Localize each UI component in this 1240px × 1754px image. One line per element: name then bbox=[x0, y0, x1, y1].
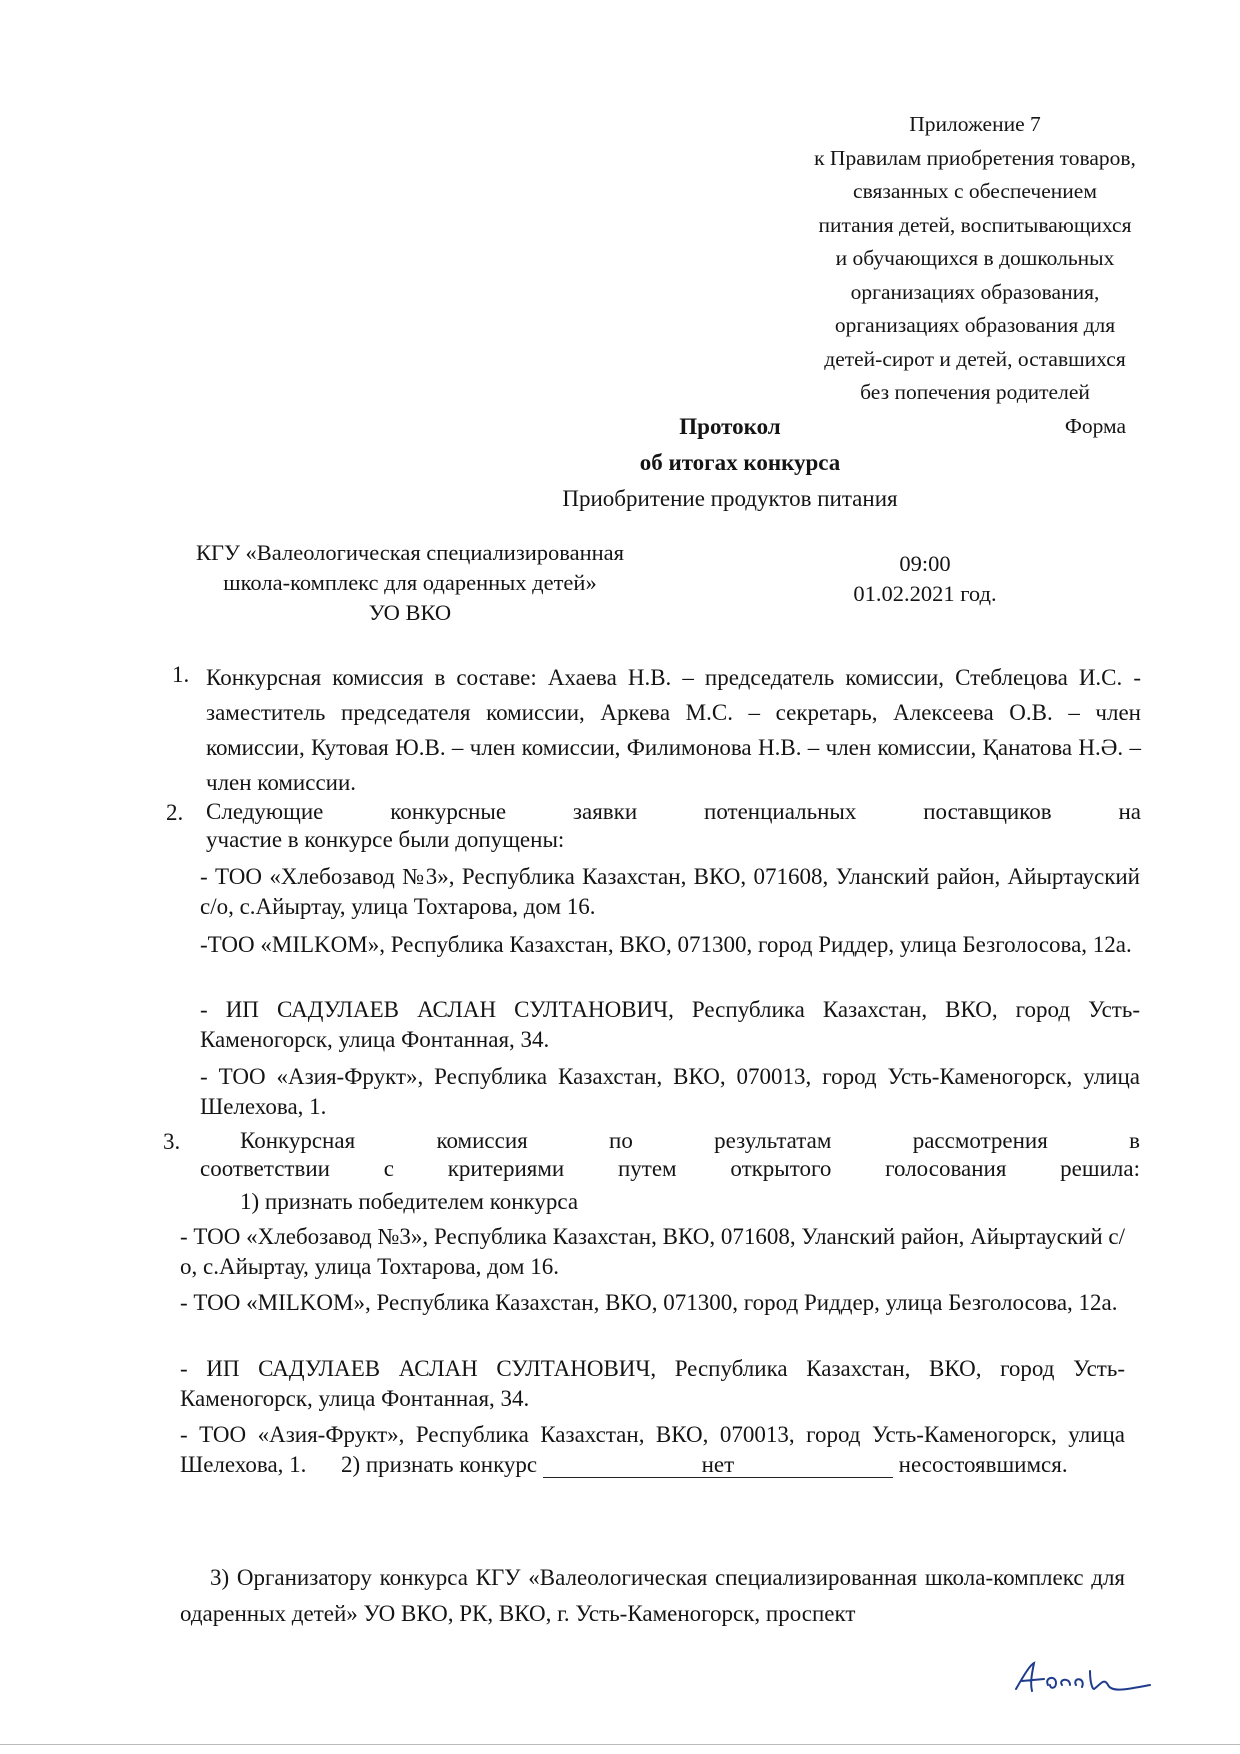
annex-line: и обучающихся в дошкольных bbox=[835, 246, 1115, 270]
annex-line: детей-сирот и детей, оставшихся bbox=[824, 346, 1126, 371]
protocol-time: 09:00 bbox=[899, 551, 951, 576]
signature bbox=[1010, 1655, 1160, 1700]
annex-header bbox=[790, 108, 1160, 443]
winner-supplier: - ТОО «Хлебозавод №3», Республика Казахстан, ВКО, 071608, Уланский район, Айыртауский с/о, с.Айыртау, улица Тохтарова, дом 16. bbox=[180, 1224, 1125, 1279]
organizer-name bbox=[150, 538, 670, 628]
annex-line: питания детей, воспитывающихся bbox=[818, 212, 1132, 237]
winner-supplier-last bbox=[180, 1420, 1125, 1480]
page-edge-line bbox=[0, 1744, 1240, 1745]
failed-suffix: несостоявшимся. bbox=[898, 1452, 1068, 1477]
admitted-heading-cont: участие в конкурсе были допущены: bbox=[206, 827, 565, 852]
winner-supplier-text: - ТОО «Азия-Фрукт», Республика Казахстан, ВКО, 070013, город Усть-Каменогорск, улица Шелехова, 1. bbox=[180, 1422, 1125, 1477]
admitted-supplier: - ИП САДУЛАЕВ АСЛАН СУЛТАНОВИЧ, Республика Казахстан, ВКО, город Усть-Каменогорск, улица Фонтанная, 34. bbox=[200, 997, 1140, 1052]
item-number: 3. bbox=[163, 1129, 181, 1154]
admitted-supplier: - ТОО «Хлебозавод №3», Республика Казахстан, ВКО, 071608, Уланский район, Айыртауский с/о, с.Айыртау, улица Тохтарова, дом 16. bbox=[200, 864, 1140, 919]
organizer-instruction: 3) Организатору конкурса КГУ «Валеологическая специализированная школа-комплекс для одаренных детей» УО ВКО, РК, ВКО, г. Усть-Каменогорск, проспект bbox=[180, 1565, 1125, 1626]
item-number: 2. bbox=[166, 800, 184, 825]
form-label: Форма bbox=[1064, 413, 1126, 438]
failed-label: 2) признать конкурс bbox=[340, 1452, 538, 1477]
organizer-line: УО ВКО bbox=[368, 600, 452, 625]
decision-heading-cont: соответствии с критериями путем открытого голосования решила: bbox=[200, 1156, 1140, 1181]
annex-line: Приложение 7 bbox=[909, 112, 1041, 136]
annex-line: к Правилам приобретения товаров, bbox=[814, 145, 1136, 170]
commission-composition: Конкурсная комиссия в составе: Ахаева Н.В. – председатель комиссии, Стеблецова И.С. - заместитель председателя комиссии, Аркева М.С. – секретарь, Алексеева О.В. – член комиссии, Кутовая Ю.В. – член комиссии, Филимонова Н.В. – член комиссии, Қанатова Н.Ә. – член комиссии. bbox=[206, 665, 1141, 795]
admitted-supplier: -ТОО «MILKOM», Республика Казахстан, ВКО, 071300, город Риддер, улица Безголосова, 12а. bbox=[200, 932, 1132, 957]
organizer-line: школа-комплекс для одаренных детей» bbox=[223, 570, 597, 595]
winner-supplier: - ТОО «MILKOM», Республика Казахстан, ВКО, 071300, город Риддер, улица Безголосова, 12а. bbox=[180, 1290, 1118, 1315]
admitted-heading: Следующие конкурсные заявки потенциальных поставщиков на bbox=[206, 799, 1141, 824]
winner-supplier: - ИП САДУЛАЕВ АСЛАН СУЛТАНОВИЧ, Республика Казахстан, ВКО, город Усть-Каменогорск, улица Фонтанная, 34. bbox=[180, 1356, 1125, 1411]
organizer-line: КГУ «Валеологическая специализированная bbox=[195, 540, 625, 565]
winner-label: 1) признать победителем конкурса bbox=[240, 1189, 579, 1214]
annex-line: организациях образования, bbox=[850, 279, 1100, 304]
annex-line: организациях образования для bbox=[834, 313, 1116, 337]
item-number: 1. bbox=[172, 662, 190, 687]
annex-line: без попечения родителей bbox=[860, 380, 1090, 404]
protocol-datetime bbox=[800, 549, 1050, 609]
procurement-subject: Приобритение продуктов питания bbox=[562, 486, 898, 511]
annex-line: связанных с обеспечением bbox=[853, 179, 1097, 203]
protocol-date: 01.02.2021 год. bbox=[853, 581, 997, 606]
decision-heading: Конкурсная комиссия по результатам рассмотрения в bbox=[240, 1128, 1140, 1153]
failed-value: нет bbox=[543, 1453, 893, 1478]
document-title: Протокол bbox=[679, 414, 781, 439]
admitted-supplier: - ТОО «Азия-Фрукт», Республика Казахстан, ВКО, 070013, город Усть-Каменогорск, улица Шелехова, 1. bbox=[200, 1064, 1140, 1119]
document-subtitle: об итогах конкурса bbox=[639, 450, 841, 475]
